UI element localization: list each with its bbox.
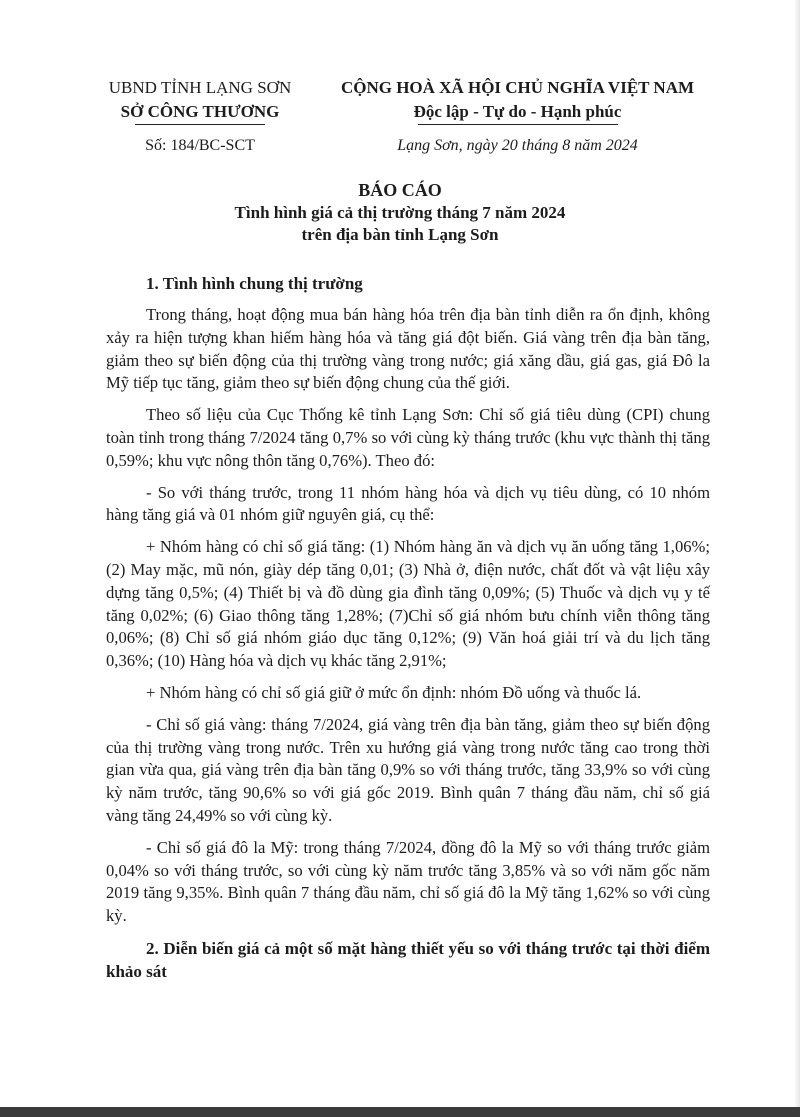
section-1-heading: 1. Tình hình chung thị trường [146,274,363,293]
paragraph-usd-index: - Chỉ số giá đô la Mỹ: trong tháng 7/2024, đồng đô la Mỹ so với tháng trước giảm 0,04% so với tháng trước, so với cùng kỳ năm trước tăng 3,85% và so với năm gốc năm 2019 tăng 9,35%. Bình quân 7 tháng đầu năm, chỉ số giá đô la Mỹ tăng 1,62% so với cùng kỳ. [106,837,710,926]
report-title: BÁO CÁO [358,180,442,200]
paragraph-stable-groups: + Nhóm hàng có chỉ số giá giữ ở mức ổn định: nhóm Đồ uống và thuốc lá. [146,682,642,702]
scan-shadow-right [794,0,800,1117]
paragraph-group-summary: - So với tháng trước, trong 11 nhóm hàng hóa và dịch vụ tiêu dùng, có 10 nhóm hàng tăng giá và 01 nhóm giữ nguyên giá, cụ thể: [106,482,710,525]
nation-motto: Độc lập - Tự do - Hạnh phúc [413,102,622,121]
report-subtitle-1: Tình hình giá cả thị trường tháng 7 năm 2024 [234,203,566,222]
report-subtitle-2: trên địa bàn tỉnh Lạng Sơn [301,225,499,244]
scan-edge-bottom [0,1107,800,1117]
section-2-heading: 2. Diễn biến giá cả một số mặt hàng thiết yếu so với tháng trước tại thời điểm khảo sát [106,938,710,981]
agency-line-1: UBND TỈNH LẠNG SƠN [108,78,292,97]
document-date: Lạng Sơn, ngày 20 tháng 8 năm 2024 [397,137,638,154]
paragraph-cpi: Theo số liệu của Cục Thống kê tỉnh Lạng Sơn: Chỉ số giá tiêu dùng (CPI) chung toàn tỉnh trong tháng 7/2024 tăng 0,7% so với cùng kỳ tháng trước (khu vực thành thị tăng 0,59%; khu vực nông thôn tăng 0,76%). Theo đó: [106,405,710,470]
agency-line-2: SỞ CÔNG THƯƠNG [120,102,280,121]
motto-underline [418,124,618,125]
issuing-agency-block [100,76,300,155]
national-motto-block [325,76,710,155]
agency-underline [135,124,265,125]
paragraph-gold-index: - Chỉ số giá vàng: tháng 7/2024, giá vàng trên địa bàn tăng, giảm theo sự biến động của thị trường vàng trong nước. Trên xu hướng giá vàng trong nước tăng cao trong thời gian vừa qua, giá vàng trên địa bàn tăng 0,9% so với tháng trước, tăng 33,9% so với cùng kỳ năm trước, tăng 90,6% so với giá gốc 2019. Bình quân 7 tháng đầu năm, chỉ số giá vàng tăng 24,49% so với cùng kỳ. [106,714,710,825]
report-title-block [0,178,800,246]
document-number: Số: 184/BC-SCT [145,137,255,154]
paragraph-increasing-groups: + Nhóm hàng có chỉ số giá tăng: (1) Nhóm hàng ăn và dịch vụ ăn uống tăng 1,06%; (2) May mặc, mũ nón, giày dép tăng 0,01; (3) Nhà ở, điện nước, chất đốt và vật liệu xây dựng tăng 0,5%; (4) Thiết bị và đồ dùng gia đình tăng 0,09%; (5) Thuốc và dịch vụ y tế tăng 0,02%; (6) Giao thông tăng 1,28%; (7)Chỉ số giá nhóm bưu chính viễn thông tăng 0,06%; (8) Chỉ số giá nhóm giáo dục tăng 0,12%; (9) Văn hoá giải trí và du lịch tăng 0,36%; (10) Hàng hóa và dịch vụ khác tăng 2,91%; [106,537,710,671]
paragraph-market-overview: Trong tháng, hoạt động mua bán hàng hóa trên địa bàn tỉnh diễn ra ổn định, không xảy ra hiện tượng khan hiếm hàng hóa và tăng giá đột biến. Giá vàng trên địa bàn tăng, giảm theo sự biến động của thị trường vàng trong nước; giá xăng dầu, giá gas, giá Đô la Mỹ tiếp tục tăng, giảm theo sự biến động chung của thế giới. [106,305,710,393]
nation-title: CỘNG HOÀ XÃ HỘI CHỦ NGHĨA VIỆT NAM [340,78,695,97]
report-body [106,272,710,983]
